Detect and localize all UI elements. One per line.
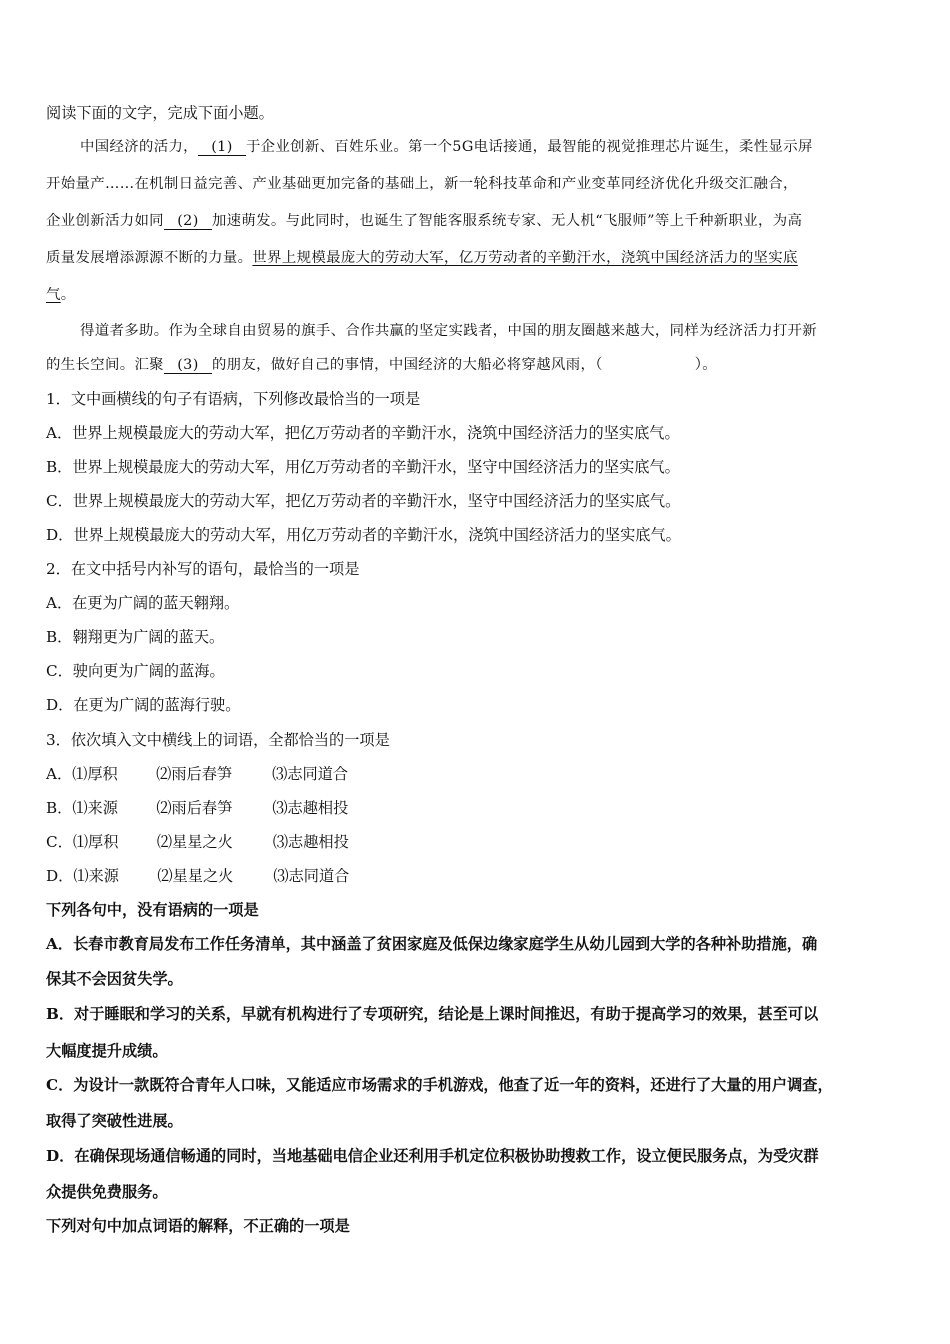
- question-option: D．在更为广阔的蓝海行驶。: [46, 696, 241, 714]
- passage-text: 中国经济的活力，: [80, 139, 198, 155]
- option-word-2: ⑵星星之火: [157, 867, 234, 885]
- passage-line: [46, 285, 76, 305]
- option-word-2: ⑵雨后春笋: [156, 799, 233, 817]
- passage-text: 企业创新活力如同: [46, 213, 164, 229]
- passage-text: 的生长空间。汇聚: [46, 357, 164, 373]
- underlined-sentence-end: 气: [46, 287, 61, 303]
- question-option: A．在更为广阔的蓝天翱翔。: [46, 594, 240, 612]
- question-stem: 1．文中画横线的句子有语病，下列修改最恰当的一项是: [46, 390, 421, 408]
- option-word-1: ⑴厚积: [72, 765, 118, 783]
- passage-line: 开始量产……在机制日益完善、产业基础更加完备的基础上，新一轮科技革命和产业变革同经济优化升级交汇融合，: [46, 176, 798, 192]
- question-stem: 2．在文中括号内补写的语句，最恰当的一项是: [46, 560, 360, 578]
- passage-line: 得道者多助。作为全球自由贸易的旗手、合作共赢的坚定实践者，中国的朋友圈越来越大，同样为经济活力打开新: [80, 323, 818, 339]
- question-option: [46, 798, 348, 818]
- question-option: [46, 866, 349, 886]
- question-stem: 下列对句中加点词语的解释，不正确的一项是: [46, 1217, 350, 1235]
- passage-text: 于企业创新、百姓乐业。第一个5G电话接通，最智能的视觉推理芯片诞生，柔性显示屏: [245, 139, 813, 155]
- question-stem: 3．依次填入文中横线上的词语，全都恰当的一项是: [46, 731, 390, 749]
- blank-2: (2): [164, 213, 212, 230]
- question-option: C．为设计一款既符合青年人口味，又能适应市场需求的手机游戏，他查了近一年的资料，还进行了大量的用户调查，: [46, 1076, 833, 1094]
- passage-text: ）。: [694, 357, 718, 373]
- option-word-3: ⑶志同道合: [272, 765, 349, 783]
- passage-line: [46, 248, 798, 268]
- question-option: C．驶向更为广阔的蓝海。: [46, 662, 225, 680]
- question-stem: 下列各句中，没有语病的一项是: [46, 901, 259, 919]
- passage-line: [46, 355, 717, 375]
- question-option-continued: 大幅度提升成绩。: [46, 1042, 168, 1060]
- option-word-3: ⑶志趣相投: [272, 799, 349, 817]
- question-option: D．在确保现场通信畅通的同时，当地基础电信企业还利用手机定位积极协助搜救工作，设立便民服务点，为受灾群: [46, 1147, 819, 1165]
- option-word-3: ⑶志同道合: [273, 867, 350, 885]
- question-option: [46, 832, 349, 852]
- question-option: A．世界上规模最庞大的劳动大军，把亿万劳动者的辛勤汗水，浇筑中国经济活力的坚实底气。: [46, 424, 680, 442]
- passage-text: 质量发展增添源源不断的力量。: [46, 250, 253, 266]
- question-option-continued: 众提供免费服务。: [46, 1183, 168, 1201]
- option-word-1: ⑴来源: [72, 799, 118, 817]
- question-option: B．翱翔更为广阔的蓝天。: [46, 628, 225, 646]
- passage-text: 的朋友，做好自己的事情，中国经济的大船必将穿越风雨，（: [211, 357, 603, 373]
- question-option: B．对于睡眠和学习的关系，早就有机构进行了专项研究，结论是上课时间推迟，有助于提高学习的效果，甚至可以: [46, 1005, 819, 1023]
- reading-instruction: 阅读下面的文字，完成下面小题。: [46, 104, 274, 122]
- passage-line: [80, 137, 813, 157]
- option-word-1: ⑴厚积: [72, 833, 119, 851]
- option-word-2: ⑵雨后春笋: [156, 765, 233, 783]
- question-option: B．世界上规模最庞大的劳动大军，用亿万劳动者的辛勤汗水，坚守中国经济活力的坚实底气。: [46, 458, 680, 476]
- passage-line: [46, 211, 802, 231]
- passage-text: 加速萌发。与此同时，也诞生了智能客服系统专家、无人机“飞服师”等上千种新职业，为高: [211, 213, 803, 229]
- question-option-continued: 保其不会因贫失学。: [46, 970, 183, 988]
- option-word-2: ⑵星星之火: [156, 833, 233, 851]
- question-option-continued: 取得了突破性进展。: [46, 1112, 183, 1130]
- underlined-sentence: 世界上规模最庞大的劳动大军，亿万劳动者的辛勤汗水，浇筑中国经济活力的坚实底: [252, 250, 798, 266]
- option-label: D．: [46, 867, 74, 885]
- option-label: A．: [46, 765, 73, 783]
- blank-3: (3): [164, 357, 212, 374]
- question-option: D．世界上规模最庞大的劳动大军，用亿万劳动者的辛勤汗水，浇筑中国经济活力的坚实底气。: [46, 526, 681, 544]
- question-option: C．世界上规模最庞大的劳动大军，把亿万劳动者的辛勤汗水，坚守中国经济活力的坚实底气。: [46, 492, 681, 510]
- option-label: B．: [46, 799, 73, 817]
- option-label: C．: [46, 833, 73, 851]
- option-word-1: ⑴来源: [73, 867, 119, 885]
- option-word-3: ⑶志趣相投: [272, 833, 349, 851]
- question-option: A．长春市教育局发布工作任务清单，其中涵盖了贫困家庭及低保边缘家庭学生从幼儿园到大学的各种补助措施，确: [46, 935, 818, 953]
- passage-text: 。: [60, 287, 76, 303]
- question-option: [46, 764, 348, 784]
- blank-1: (1): [198, 139, 246, 156]
